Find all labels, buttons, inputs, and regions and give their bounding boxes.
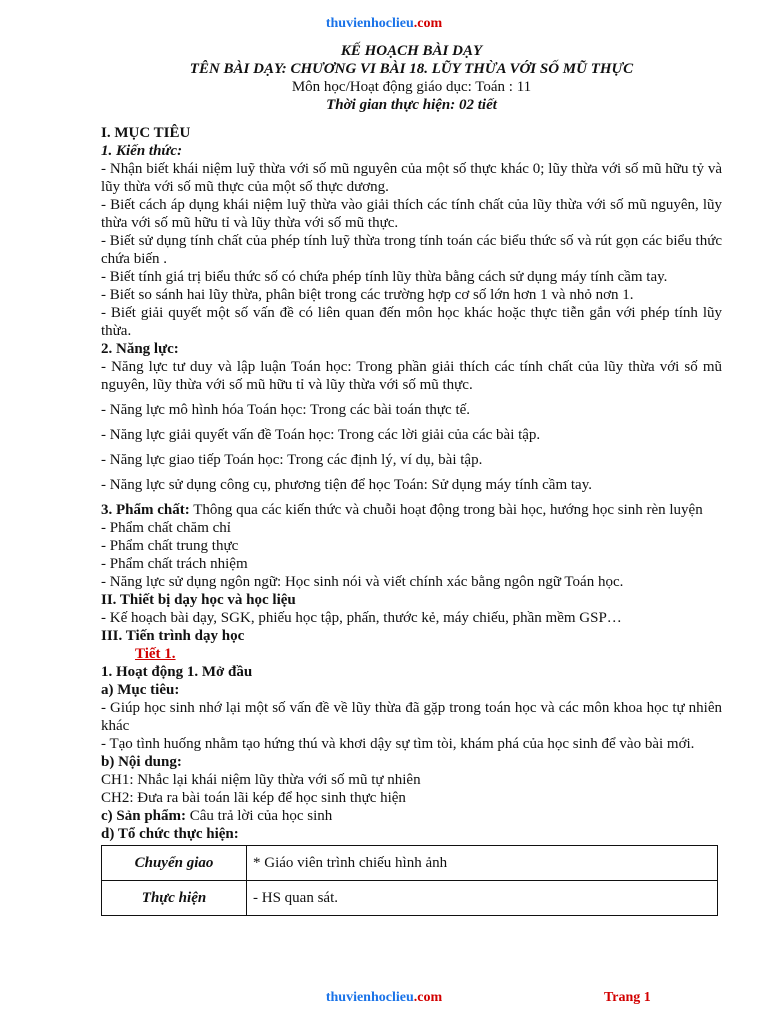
knowledge-item: - Biết giải quyết một số vấn đề có liên quan đến môn học khác hoặc thực tiễn gắn với phép tính lũy thừa. <box>101 305 722 339</box>
subject-line: Môn học/Hoạt động giáo dục: Toán : 11 <box>291 79 532 95</box>
period-label: Tiết 1. <box>135 646 176 662</box>
footer-brand-name: thuvienhoclieu <box>325 990 414 1005</box>
row-label: Thực hiện <box>102 881 247 916</box>
organization-heading: d) Tổ chức thực hiện: <box>101 826 239 842</box>
organization-table <box>101 845 718 916</box>
doc-title: KẾ HOẠCH BÀI DẠY <box>340 43 483 59</box>
table-row <box>102 881 718 916</box>
lesson-title: TÊN BÀI DẠY: CHƯƠNG VI BÀI 18. LŨY THỪA VỚI SỐ MŨ THỰC <box>189 61 634 77</box>
objective-item: - Giúp học sinh nhớ lại một số vấn đề về lũy thừa đã gặp trong toán học và các môn khoa học tự nhiên khác <box>101 700 722 734</box>
objective-item: - Tạo tình huống nhằm tạo hứng thú và khơi dậy sự tìm tòi, khám phá của học sinh để vào bài mới. <box>101 736 695 752</box>
competency-item: - Năng lực giao tiếp Toán học: Trong các định lý, ví dụ, bài tập. <box>101 452 483 468</box>
quality-item: - Năng lực sử dụng ngôn ngữ: Học sinh nói và viết chính xác bằng ngôn ngữ Toán học. <box>101 574 624 590</box>
header-brand <box>0 16 768 32</box>
product-text: Câu trả lời của học sinh <box>186 808 333 824</box>
quality-paragraph <box>101 501 722 519</box>
knowledge-item: - Nhận biết khái niệm luỹ thừa với số mũ nguyên của một số thực khác 0; lũy thừa với số mũ hữu tỷ và lũy thừa với số mũ thực của một số thực dương. <box>101 161 722 195</box>
section-objectives: I. MỤC TIÊU <box>101 125 191 141</box>
page-number: Trang 1 <box>604 990 651 1005</box>
section-equipment: II. Thiết bị dạy học và học liệu <box>101 592 296 608</box>
quality-item: - Phẩm chất trung thực <box>101 538 239 554</box>
row-content: * Giáo viên trình chiếu hình ảnh <box>247 846 718 881</box>
content-heading: b) Nội dung: <box>101 754 182 770</box>
knowledge-item: - Biết so sánh hai lũy thừa, phân biệt trong các trường hợp cơ số lớn hơn 1 và nhỏ nơn 1. <box>101 287 634 303</box>
objective-heading: a) Mục tiêu: <box>101 682 180 698</box>
quality-intro: Thông qua các kiến thức và chuỗi hoạt động trong bài học, hướng học sinh rèn luyện <box>189 502 703 518</box>
competency-item: - Năng lực giải quyết vấn đề Toán học: Trong các lời giải của các bài tập. <box>101 427 541 443</box>
brand-domain: .com <box>413 16 443 31</box>
table-row <box>102 846 718 881</box>
knowledge-heading: 1. Kiến thức: <box>101 143 183 159</box>
quality-item: - Phẩm chất trách nhiệm <box>101 556 248 572</box>
competency-item: - Năng lực tư duy và lập luận Toán học: Trong phần giải thích các tính chất của lũy thừa với số mũ nguyên, lũy thừa với số mũ hữu tỉ và lũy thừa với số mũ thực. <box>101 359 722 393</box>
competency-item: - Năng lực mô hình hóa Toán học: Trong các bài toán thực tế. <box>101 402 471 418</box>
competency-item: - Năng lực sử dụng công cụ, phương tiện để học Toán: Sử dụng máy tính cầm tay. <box>101 477 592 493</box>
activity-heading: 1. Hoạt động 1. Mở đầu <box>101 664 253 680</box>
knowledge-item: - Biết sử dụng tính chất của phép tính luỹ thừa trong tính toán các biểu thức số và rút gọn các biểu thức chứa biến . <box>101 233 722 267</box>
quality-item: - Phẩm chất chăm chỉ <box>101 520 231 536</box>
quality-heading: 3. Phẩm chất: <box>101 502 190 518</box>
content-item: CH2: Đưa ra bài toán lãi kép để học sinh thực hiện <box>101 790 406 806</box>
knowledge-item: - Biết cách áp dụng khái niệm luỹ thừa vào giải thích các tính chất của lũy thừa với số mũ nguyên, lũy thừa với số mũ hữu tỉ và lũy thừa với số mũ thực. <box>101 197 722 231</box>
footer-brand-domain: .com <box>413 990 443 1005</box>
section-process: III. Tiến trình dạy học <box>101 628 245 644</box>
row-content: - HS quan sát. <box>247 881 718 916</box>
duration-line: Thời gian thực hiện: 02 tiết <box>326 97 497 113</box>
product-line <box>101 807 722 825</box>
footer-brand <box>0 990 768 1006</box>
row-label: Chuyển giao <box>102 846 247 881</box>
equipment-text: - Kế hoạch bài dạy, SGK, phiếu học tập, phấn, thước kẻ, máy chiếu, phần mềm GSP… <box>101 610 622 626</box>
competency-heading: 2. Năng lực: <box>101 341 179 357</box>
knowledge-item: - Biết tính giá trị biểu thức số có chứa phép tính lũy thừa bằng cách sử dụng máy tính cầm tay. <box>101 269 668 285</box>
content-item: CH1: Nhắc lại khái niệm lũy thừa với số mũ tự nhiên <box>101 772 421 788</box>
product-heading: c) Sản phẩm: <box>101 808 187 824</box>
document-body <box>101 42 722 916</box>
brand-name: thuvienhoclieu <box>325 16 414 31</box>
